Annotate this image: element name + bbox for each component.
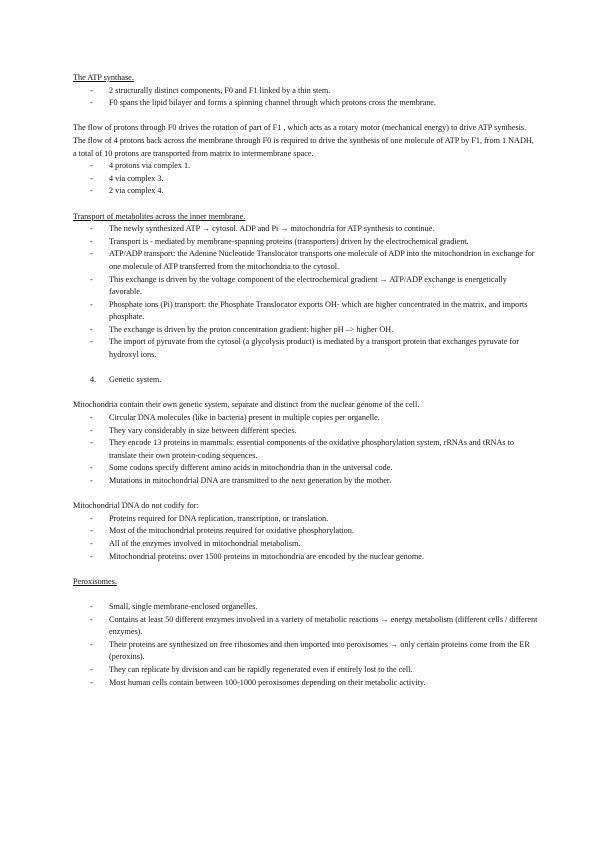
- list-item: - The import of pyruvate from the cytosol (a glycolysis product) is mediated by a transport protein that exchanges pyruvate for hydroxyl ions.: [90, 337, 519, 360]
- bullet-dash: -: [90, 249, 93, 259]
- section-heading-genetic-system: Genetic system.: [109, 375, 162, 385]
- list-item: - ATP/ADP transport: the Adenine Nucleotide Translocator transports one molecule of ADP into the mitochondrion in exchange for one molecule of ATP transferred from the mitochondria to the cytosol.: [90, 249, 535, 271]
- bullet-dash: -: [90, 337, 93, 347]
- list-item: - Transport is - mediated by membrane-spanning proteins (transporters) driven by the electrochemical gradient.: [73, 236, 538, 249]
- bullet-dash: -: [90, 538, 93, 548]
- paragraph: The flow of 4 protons back across the membrane through F0 is required to drive the synthesis of one molecule of ATP by F1, from 1 NADH, a total of 10 protons are transported from matrix to intermembrane space.: [73, 135, 534, 158]
- mtdna-not-coded-list: [73, 513, 538, 563]
- atp-synthase-list: [73, 85, 538, 110]
- list-item: - Some codons specify different amino acids in mitochondria than in the universal code.: [73, 462, 538, 475]
- list-item: - 2 via complex 4.: [73, 185, 538, 198]
- list-item: - Phosphate ions (Pi) transport: the Phosphate Translocator exports OH- which are higher concentrated in the matrix, and imports phosphate.: [90, 299, 528, 322]
- bullet-dash: -: [90, 614, 93, 624]
- bullet-dash: -: [90, 224, 93, 234]
- bullet-dash: -: [90, 513, 93, 523]
- list-item: - They vary considerably in size between different species.: [73, 425, 538, 438]
- bullet-dash: -: [90, 324, 93, 334]
- list-item: - They encode 13 proteins in mammals: essential components of the oxidative phosphorylation system, rRNAs and tRNAs to translate their own protein-coding sequences.: [90, 438, 514, 460]
- bullet-dash: -: [90, 438, 93, 448]
- list-item: - The newly synthesized ATP → cytosol. ADP and Pi → mitochondria for ATP synthesis to continue.: [73, 223, 538, 236]
- list-item: - Their proteins are synthesized on free ribosomes and then imported into peroxisomes → only certain proteins come from the ER (peroxins).: [90, 639, 530, 662]
- list-item: - 2 structurally distinct components, F0 and F1 linked by a thin stem.: [73, 85, 538, 98]
- bullet-dash: -: [90, 476, 93, 485]
- numbered-heading-genetic-system: [73, 374, 538, 387]
- bullet-dash: -: [90, 601, 93, 611]
- paragraph: The flow of protons through F0 drives the rotation of part of F1 , which acts as a rotary motor (mechanical energy) to drive ATP synthesis.: [73, 123, 527, 133]
- list-item: - Circular DNA molecules (like in bacteria) present in multiple copies per organelle.: [73, 412, 538, 425]
- list-item: - 4 protons via complex 1.: [73, 160, 538, 173]
- bullet-dash: -: [90, 236, 93, 246]
- list-item: - Small, single membrane-enclosed organelles.: [73, 601, 538, 614]
- section-heading-transport: Transport of metabolites across the inner membrane.: [73, 211, 246, 221]
- bullet-dash: -: [90, 85, 93, 95]
- list-item: - Most human cells contain between 100-1000 peroxisomes depending on their metabolic activity.: [73, 677, 538, 690]
- bullet-dash: -: [90, 186, 93, 196]
- list-item: - This exchange is driven by the voltage component of the electrochemical gradient → ATP/ADP exchange is energetically favorable.: [90, 274, 507, 297]
- bullet-dash: -: [90, 463, 93, 473]
- section-number: 4.: [90, 375, 97, 385]
- section-heading-atp-synthase: The ATP synthase.: [73, 73, 134, 82]
- section-heading-peroxisomes: Peroxisomes.: [73, 576, 117, 586]
- peroxisomes-list: [73, 601, 538, 689]
- list-item: - Most of the mitochondrial proteins required for oxidative phosphorylation.: [73, 525, 538, 538]
- genetic-list: [73, 412, 538, 488]
- proton-list: [73, 160, 538, 198]
- bullet-dash: -: [90, 413, 93, 423]
- list-item: - The exchange is driven by the proton concentration gradient: higher pH –> higher OH.: [73, 324, 538, 337]
- bullet-dash: -: [90, 299, 93, 309]
- list-item: - Mitochondrial proteins: over 1500 proteins in mitochondria are encoded by the nuclear genome.: [73, 551, 538, 564]
- paragraph: Mitochondria contain their own genetic system, separate and distinct from the nuclear genome of the cell.: [73, 400, 420, 410]
- list-item: - All of the enzymes involved in mitochondrial metabolism.: [73, 538, 538, 551]
- bullet-dash: -: [90, 98, 93, 108]
- bullet-dash: -: [90, 274, 93, 284]
- bullet-dash: -: [90, 173, 93, 183]
- bullet-dash: -: [90, 526, 93, 536]
- list-item: - Contains at least 50 different enzymes involved in a variety of metabolic reactions → energy metabolism (different cells / different enzymes).: [90, 614, 538, 637]
- list-item: - 4 via complex 3.: [73, 173, 538, 186]
- list-item: - They can replicate by division and can be rapidly regenerated even if entirely lost to the cell.: [73, 664, 538, 677]
- bullet-dash: -: [90, 664, 93, 674]
- bullet-dash: -: [90, 161, 93, 171]
- list-item: - F0 spans the lipid bilayer and forms a spinning channel through which protons cross the membrane.: [73, 97, 538, 110]
- paragraph: Mitochondrial DNA do not codify for:: [73, 501, 199, 511]
- bullet-dash: -: [90, 639, 93, 649]
- list-item: - Proteins required for DNA replication, transcription, or translation.: [73, 513, 538, 526]
- list-item: - Mutations in mitochondrial DNA are transmitted to the next generation by the mother.: [73, 475, 538, 488]
- document-body: [73, 72, 538, 689]
- bullet-dash: -: [90, 551, 93, 561]
- bullet-dash: -: [90, 677, 93, 687]
- bullet-dash: -: [90, 425, 93, 435]
- transport-list: [73, 223, 538, 362]
